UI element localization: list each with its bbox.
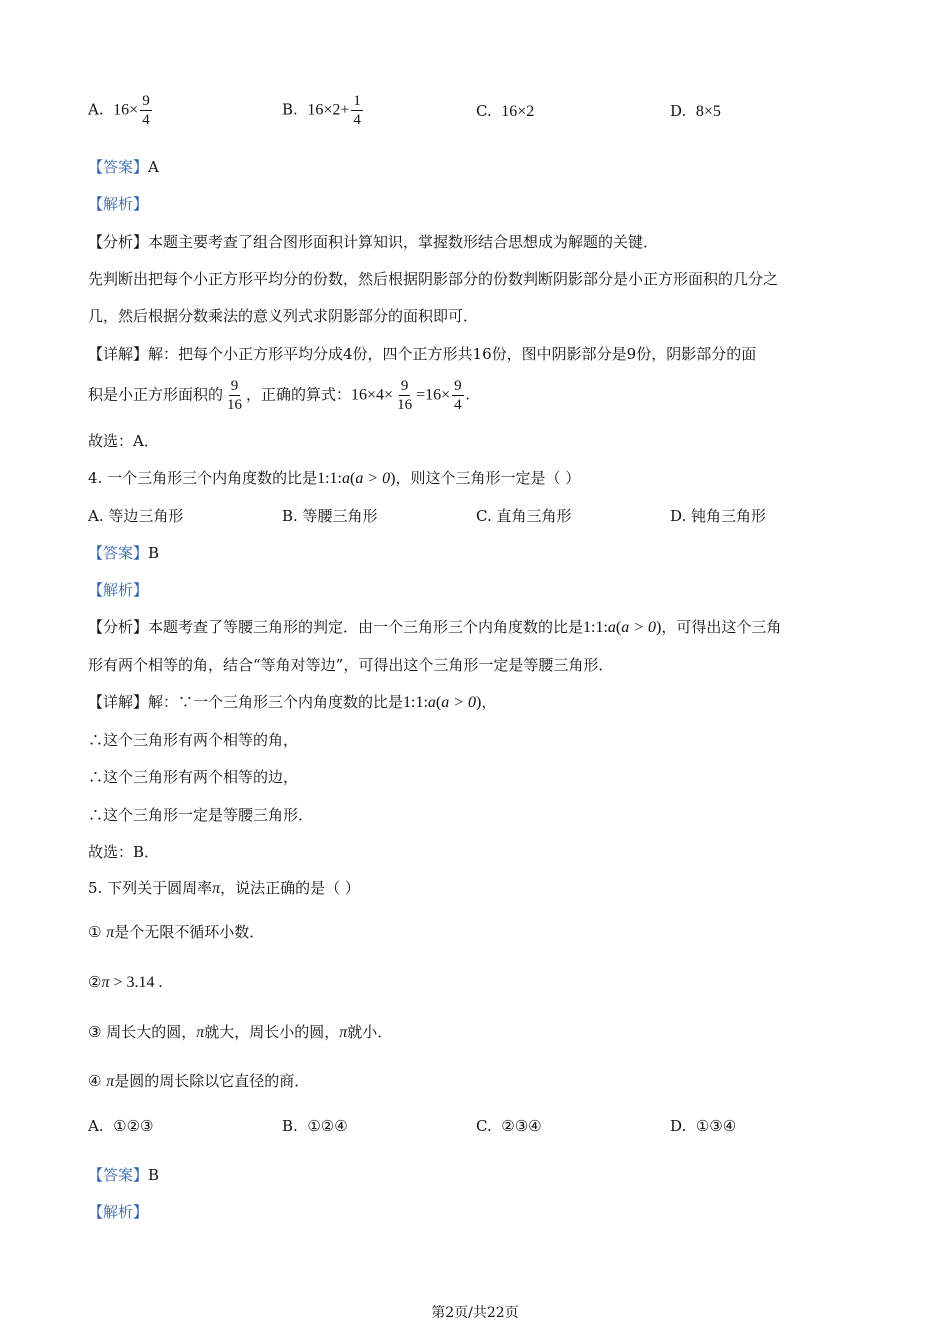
detail-text: ， xyxy=(481,693,497,711)
ratio-var: a xyxy=(427,694,436,711)
ratio-paren: ) xyxy=(656,619,662,636)
q4-option-c: C. 直角三角形 xyxy=(476,507,572,525)
answer-tag: 【答案】 xyxy=(88,544,149,562)
fenxi-text: 本题主要考查了组合图形面积计算知识，掌握数形结合思想成为解题的关键． xyxy=(148,233,659,251)
fraction-numerator: 1 xyxy=(353,93,361,109)
option-label: C. xyxy=(476,102,492,120)
fraction-denominator: 4 xyxy=(454,397,462,413)
detail2-expr: 16×4× xyxy=(351,386,394,404)
option-label: D. xyxy=(670,102,687,120)
option-label: B. xyxy=(282,100,298,119)
detail-tag: 【详解】 xyxy=(88,693,149,711)
answer-value: A xyxy=(148,158,159,176)
detail2-pre: 积是小正方形面积的 xyxy=(88,385,224,404)
ratio: 1:1: xyxy=(403,694,428,711)
statement-mark: ③ xyxy=(88,1023,102,1041)
ratio-paren: ( xyxy=(349,470,356,487)
ratio-paren: ( xyxy=(615,619,622,636)
q4-question xyxy=(88,467,580,490)
answer-tag: 【答案】 xyxy=(88,158,149,176)
q3-fenxi-line3: 几，然后根据分数乘法的意义列式求阴影部分的面积即可． xyxy=(88,307,479,325)
detail2-expr: =16× xyxy=(416,386,451,404)
fraction xyxy=(140,92,152,129)
option-label: C. xyxy=(476,1117,492,1135)
option-value: ②③④ xyxy=(501,1117,542,1135)
statement-mark: ④ xyxy=(88,1072,102,1090)
page-footer: 第2页/共22页 xyxy=(431,1305,519,1321)
option-label: D. xyxy=(670,1117,687,1135)
option-value: ①②④ xyxy=(307,1117,348,1135)
pi-symbol: π xyxy=(212,880,221,897)
q3-fenxi xyxy=(88,231,658,253)
option-value: ①②③ xyxy=(113,1117,154,1135)
fraction-numerator: 9 xyxy=(142,93,150,109)
option-label: A. xyxy=(88,100,104,119)
ratio-paren: ) xyxy=(476,694,482,711)
fenxi-text: 本题考查了等腰三角形的判定．由一个三角形三个内角度数的比是 xyxy=(148,618,584,636)
detail-text: 解：∵一个三角形三个内角度数的比是 xyxy=(148,693,404,711)
q5-answer xyxy=(88,1164,159,1186)
q3-detail xyxy=(88,343,756,365)
q5-question xyxy=(88,877,360,900)
pi-symbol: π xyxy=(196,1024,205,1041)
q4-option-b: B. 等腰三角形 xyxy=(282,507,378,525)
ratio-var: a xyxy=(341,470,350,487)
pi-symbol: π xyxy=(101,974,110,991)
ratio-cond: a > 0 xyxy=(441,694,477,711)
q3-option-d xyxy=(670,100,721,123)
fraction-denominator: 16 xyxy=(397,397,413,413)
q3-option-b xyxy=(282,92,365,129)
pi-symbol: π xyxy=(106,1073,115,1090)
ratio-paren: ) xyxy=(390,470,396,487)
statement-mark: ① xyxy=(88,923,102,941)
fenxi-text: ，可得出这个三角 xyxy=(661,618,782,636)
q4-analysis-tag: 【解析】 xyxy=(88,581,149,599)
question-text: ，说法正确的是（ ） xyxy=(220,879,360,897)
question-text: ，则这个三角形一定是（ ） xyxy=(395,469,581,487)
statement-text: 就小． xyxy=(347,1023,393,1041)
option-expr: 8×5 xyxy=(695,103,721,120)
q3-conclusion: 故选：A． xyxy=(88,432,159,450)
fenxi-tag: 【分析】 xyxy=(88,233,149,251)
statement-text: 是个无限不循环小数． xyxy=(114,923,265,941)
q5-statement-1 xyxy=(88,921,264,944)
ratio-paren: ( xyxy=(435,694,442,711)
fenxi-tag: 【分析】 xyxy=(88,618,149,636)
q5-statement-4 xyxy=(88,1070,309,1093)
fraction-numerator: 9 xyxy=(230,378,239,394)
q4-fenxi xyxy=(88,616,781,639)
statement-text: > 3.14 . xyxy=(109,974,163,991)
pi-symbol: π xyxy=(106,924,115,941)
q5-statement-3 xyxy=(88,1021,392,1044)
q4-step3: ∴这个三角形一定是等腰三角形． xyxy=(88,806,314,824)
detail2-end: . xyxy=(465,386,470,404)
fraction-numerator: 9 xyxy=(400,378,409,394)
q4-answer xyxy=(88,542,159,564)
q3-fenxi-line2: 先判断出把每个小正方形平均分的份数，然后根据阴影部分的份数判断阴影部分是小正方形面积的几分之 xyxy=(88,270,779,288)
q3-option-c xyxy=(476,100,534,123)
q3-analysis-tag: 【解析】 xyxy=(88,195,149,213)
option-expr: 16×2+ xyxy=(307,101,350,119)
q5-option-b xyxy=(282,1115,348,1137)
q4-option-d: D. 钝角三角形 xyxy=(670,507,767,525)
ratio: 1:1: xyxy=(317,470,342,487)
detail-text: 解：把每个小正方形平均分成4份，四个正方形共16份，图中阴影部分是9份，阴影部分的面 xyxy=(148,345,757,363)
statement-text: 周长大的圆， xyxy=(106,1023,197,1041)
question-text: 4. 一个三角形三个内角度数的比是 xyxy=(88,469,318,487)
ratio-var: a xyxy=(607,619,616,636)
q4-step2: ∴这个三角形有两个相等的边， xyxy=(88,768,299,786)
detail2-mid: ，正确的算式： xyxy=(246,385,352,404)
answer-value: B xyxy=(148,544,160,562)
option-value: ①③④ xyxy=(695,1117,737,1135)
q4-conclusion: 故选：B． xyxy=(88,843,160,861)
ratio-cond: a > 0 xyxy=(621,619,657,636)
q3-detail-line2 xyxy=(88,377,470,414)
fraction xyxy=(395,377,414,414)
fraction-denominator: 4 xyxy=(353,112,361,128)
statement-text: 就大，周长小的圆， xyxy=(204,1023,340,1041)
q5-option-c xyxy=(476,1115,542,1137)
q4-option-a: A. 等边三角形 xyxy=(88,507,184,525)
fraction-denominator: 4 xyxy=(142,112,150,128)
q5-analysis-tag: 【解析】 xyxy=(88,1203,149,1221)
q5-option-d xyxy=(670,1115,736,1137)
q3-answer xyxy=(88,156,159,178)
q4-detail xyxy=(88,691,496,714)
option-label: A. xyxy=(88,1117,104,1135)
fraction xyxy=(225,377,244,414)
answer-value: B xyxy=(148,1166,160,1184)
ratio: 1:1: xyxy=(583,619,608,636)
question-text: 5. 下列关于圆周率 xyxy=(88,879,213,897)
q5-option-a xyxy=(88,1115,154,1137)
fraction xyxy=(351,92,363,129)
ratio-cond: a > 0 xyxy=(355,470,391,487)
q3-option-a xyxy=(88,92,154,129)
pi-symbol: π xyxy=(339,1024,348,1041)
q4-step1: ∴这个三角形有两个相等的角， xyxy=(88,731,299,749)
option-expr: 16×2 xyxy=(501,103,535,120)
answer-tag: 【答案】 xyxy=(88,1166,149,1184)
q5-statement-2 xyxy=(88,971,163,994)
statement-mark: ② xyxy=(88,973,102,991)
q4-fenxi-line2: 形有两个相等的角，结合“等角对等边”，可得出这个三角形一定是等腰三角形． xyxy=(88,656,614,674)
statement-text: 是圆的周长除以它直径的商． xyxy=(114,1072,310,1090)
fraction-denominator: 16 xyxy=(227,397,243,413)
detail-tag: 【详解】 xyxy=(88,345,149,363)
option-expr: 16× xyxy=(113,101,139,119)
option-label: B. xyxy=(282,1117,298,1135)
fraction xyxy=(452,377,464,414)
fraction-numerator: 9 xyxy=(454,378,462,394)
